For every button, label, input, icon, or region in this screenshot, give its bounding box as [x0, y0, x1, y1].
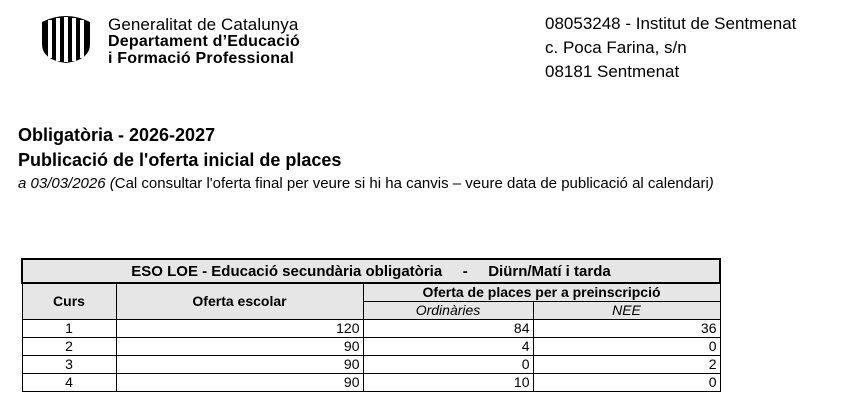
publication-note [18, 174, 714, 194]
note-text: Cal consultar l'oferta final per veure si hi ha canvis – veure data de publicació al calendari [114, 175, 709, 192]
cell-ordinaries: 84 [363, 320, 533, 338]
cell-oferta: 90 [116, 338, 363, 356]
document-titles [18, 123, 714, 194]
cell-oferta: 90 [116, 374, 363, 392]
cell-nee: 0 [533, 338, 720, 356]
header-oferta-escolar: Oferta escolar [116, 283, 363, 320]
organization-name [108, 16, 300, 67]
school-address [545, 12, 796, 84]
cell-ordinaries: 0 [363, 356, 533, 374]
table-row [22, 374, 720, 392]
table-row [22, 338, 720, 356]
table-row [22, 320, 720, 338]
band-study-name: ESO LOE - Educació secundària obligatòria [131, 262, 443, 280]
generalitat-logo-icon [38, 14, 94, 64]
band-schedule: Diürn/Matí i tarda [488, 262, 611, 280]
header-oferta-places: Oferta de places per a preinscripció [363, 283, 720, 302]
band-separator: - [462, 262, 468, 280]
cell-nee: 2 [533, 356, 720, 374]
header-nee: NEE [533, 302, 720, 320]
table-row [22, 356, 720, 374]
org-line-2: Departament d’Educació [108, 33, 301, 50]
document-subtitle: Publicació de l'oferta inicial de places [18, 150, 342, 170]
header-ordinaries: Ordinàries [363, 302, 533, 320]
cell-curs: 2 [22, 338, 116, 356]
table-band-title [22, 259, 720, 283]
address-line-1: 08053248 - Institut de Sentmenat [545, 14, 797, 33]
cell-curs: 1 [22, 320, 116, 338]
cell-nee: 36 [533, 320, 720, 338]
header-curs: Curs [22, 283, 116, 320]
document-title: Obligatòria - 2026-2027 [18, 125, 216, 145]
address-line-2: c. Poca Farina, s/n [545, 38, 687, 57]
cell-curs: 4 [22, 374, 116, 392]
cell-curs: 3 [22, 356, 116, 374]
cell-oferta: 120 [116, 320, 363, 338]
cell-ordinaries: 10 [363, 374, 533, 392]
publication-date: a 03/03/2026 ( [18, 175, 115, 192]
cell-ordinaries: 4 [363, 338, 533, 356]
org-line-3: i Formació Professional [108, 50, 294, 67]
note-close: ) [708, 175, 714, 192]
cell-oferta: 90 [116, 356, 363, 374]
org-line-1: Generalitat de Catalunya [108, 15, 299, 34]
address-line-3: 08181 Sentmenat [545, 62, 680, 81]
places-table [21, 258, 721, 392]
cell-nee: 0 [533, 374, 720, 392]
